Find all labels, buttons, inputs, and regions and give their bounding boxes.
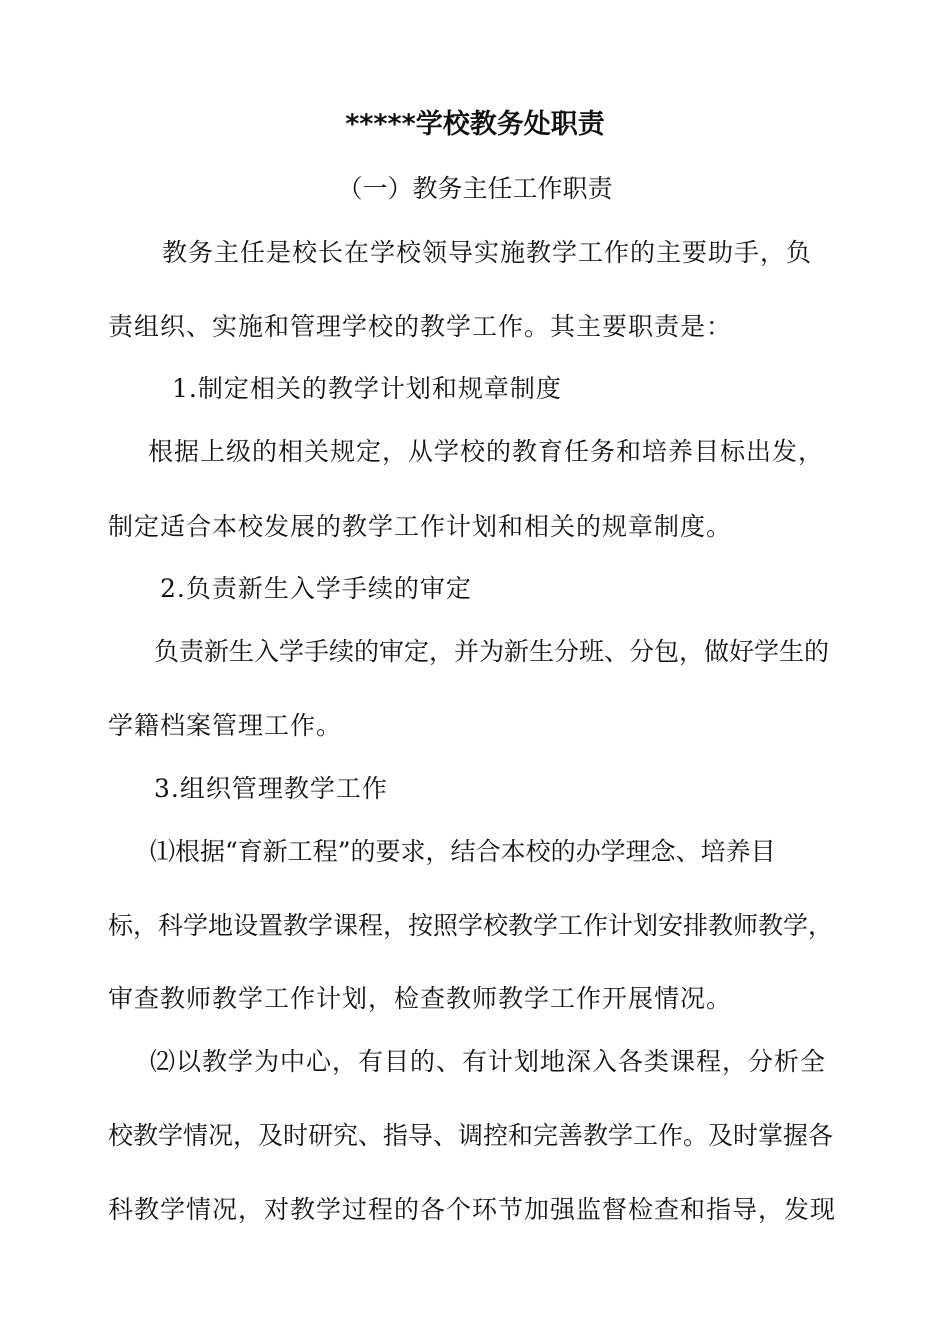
paragraph-line: 根据上级的相关规定，从学校的教育任务和培养目标出发， [148,437,825,466]
paragraph-line: 负责新生入学手续的审定，并为新生分班、分包，做好学生的 [154,637,830,666]
paragraph-line: 标，科学地设置教学课程，按照学校教学工作计划安排教师教学， [108,911,834,940]
paragraph-line: 教务主任是校长在学校领导实施教学工作的主要助手，负 [162,238,813,267]
item-heading: 3.组织管理教学工作 [154,774,388,803]
item-heading: 2.负责新生入学手续的审定 [160,574,472,603]
item-heading: 1.制定相关的教学计划和规章制度 [172,374,562,403]
section-heading: （一）教务主任工作职责 [337,174,613,203]
paragraph-line: ⑴根据“育新工程”的要求，结合本校的办学理念、培养目 [150,837,776,866]
paragraph-line: 校教学情况，及时研究、指导、调控和完善教学工作。及时掌握各 [108,1121,834,1150]
paragraph-line: 审查教师教学工作计划，检查教师教学工作开展情况。 [108,984,733,1013]
paragraph-line: 科教学情况，对教学过程的各个环节加强监督检查和指导，发现 [108,1195,837,1224]
paragraph-line: 学籍档案管理工作。 [108,711,343,740]
paragraph-line: 责组织、实施和管理学校的教学工作。其主要职责是： [108,312,733,341]
paragraph-line: 制定适合本校发展的教学工作计划和相关的规章制度。 [108,512,733,541]
paragraph-line: ⑵以教学为中心，有目的、有计划地深入各类课程，分析全 [150,1047,827,1076]
document-title: *****学校教务处职责 [345,109,605,140]
